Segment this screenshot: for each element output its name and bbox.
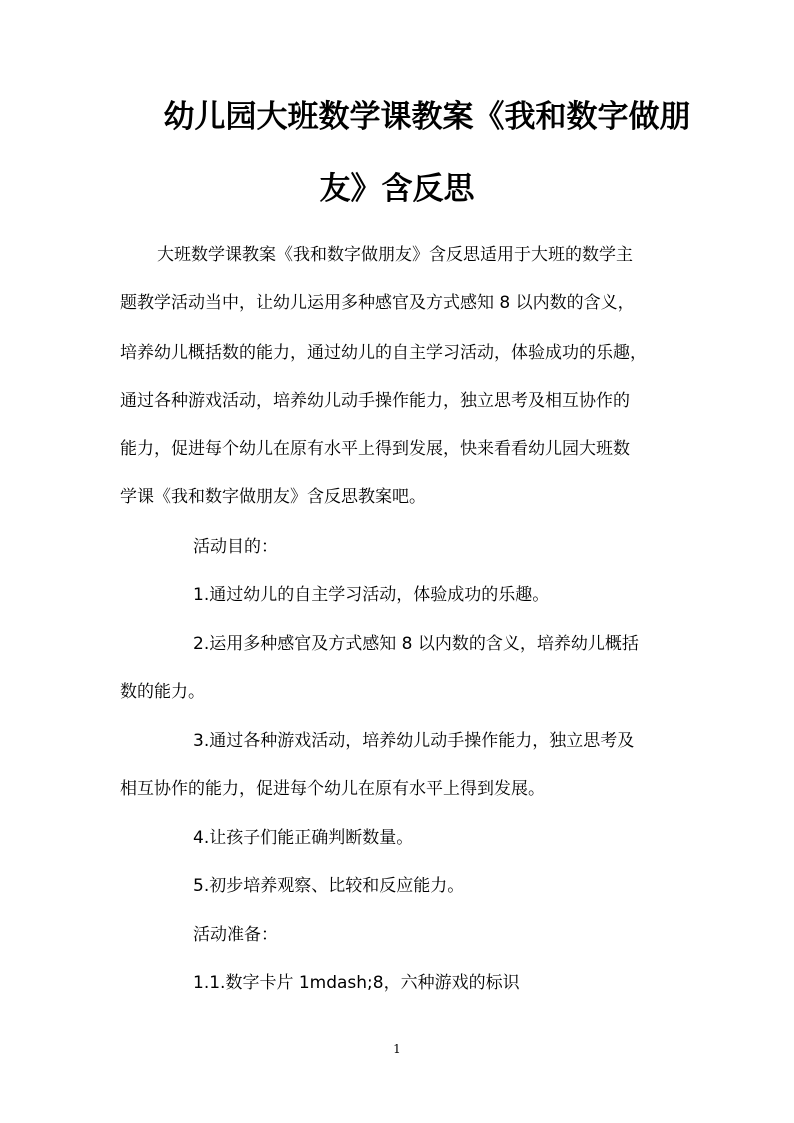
goal-item-2-line-2: 数的能力。 xyxy=(120,682,205,702)
goals-heading: 活动目的： xyxy=(193,537,278,557)
page-number: 1 xyxy=(393,1042,401,1056)
intro-line-4: 通过各种游戏活动，培养幼儿动手操作能力，独立思考及相互协作的 xyxy=(120,391,630,411)
goal-item-1: 1.通过幼儿的自主学习活动，体验成功的乐趣。 xyxy=(193,585,550,605)
goal-item-4: 4.让孩子们能正确判断数量。 xyxy=(193,828,414,848)
document-title-line-1: 幼儿园大班数学课教案《我和数字做朋 xyxy=(163,99,691,135)
intro-line-2: 题教学活动当中，让幼儿运用多种感官及方式感知 8 以内数的含义， xyxy=(120,293,635,313)
goal-item-5: 5.初步培养观察、比较和反应能力。 xyxy=(193,876,465,896)
intro-line-6: 学课《我和数字做朋友》含反思教案吧。 xyxy=(120,487,426,507)
intro-line-5: 能力，促进每个幼儿在原有水平上得到发展，快来看看幼儿园大班数 xyxy=(120,439,630,459)
preparation-item-1: 1.1.数字卡片 1mdash;8，六种游戏的标识 xyxy=(193,973,520,993)
intro-line-1: 大班数学课教案《我和数字做朋友》含反思适用于大班的数学主 xyxy=(157,245,633,265)
goal-item-3-line-2: 相互协作的能力，促进每个幼儿在原有水平上得到发展。 xyxy=(120,779,545,799)
document-title-line-2: 友》含反思 xyxy=(319,171,475,207)
goal-item-2-line-1: 2.运用多种感官及方式感知 8 以内数的含义，培养幼儿概括 xyxy=(193,634,639,654)
intro-line-3: 培养幼儿概括数的能力，通过幼儿的自主学习活动，体验成功的乐趣， xyxy=(120,343,647,363)
goal-item-3-line-1: 3.通过各种游戏活动，培养幼儿动手操作能力，独立思考及 xyxy=(193,731,635,751)
preparation-heading: 活动准备： xyxy=(193,925,278,945)
